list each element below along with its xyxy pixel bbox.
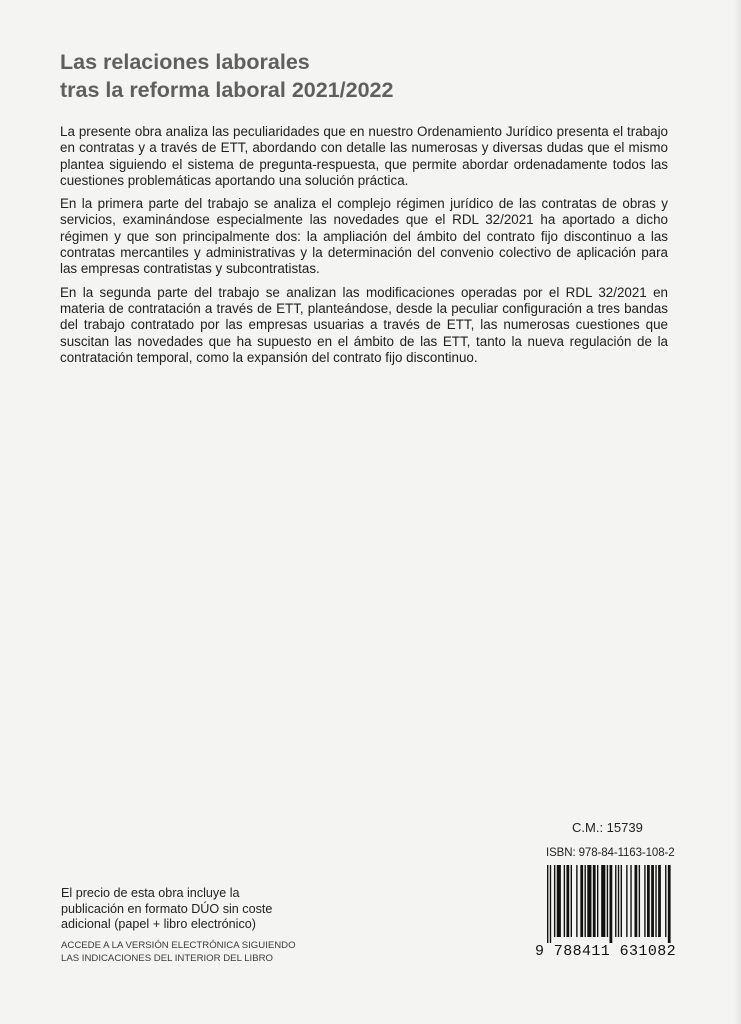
barcode-bar: [626, 865, 627, 937]
barcode-bar: [647, 865, 650, 937]
barcode-bar: [607, 865, 608, 937]
access-line-1: ACCEDE A LA VERSIÓN ELECTRÓNICA SIGUIENDO: [61, 940, 296, 951]
barcode-bar: [587, 865, 591, 937]
barcode-bar: [615, 865, 616, 937]
barcode: [547, 865, 672, 943]
barcode-bar: [658, 865, 661, 937]
barcode-bar: [668, 865, 671, 943]
barcode-bar: [566, 865, 569, 937]
cover-edge: [733, 0, 741, 1024]
barcode-bar: [639, 865, 640, 937]
barcode-bar: [635, 865, 638, 937]
access-line-2: LAS INDICACIONES DEL INTERIOR DEL LIBRO: [61, 953, 273, 964]
barcode-bar: [554, 865, 555, 937]
note-line-3: adicional (papel + libro electrónico): [61, 917, 256, 931]
synopsis-paragraph: En la primera parte del trabajo se analiza el complejo régimen jurídico de las contratas de obras y servicios, examinándose especialmente las novedades que el RDL 32/2021 ha aportado a dicho régimen y que son principalmente dos: la ampliación del ámbito del contrato fijo discontinuo a las contratas mercantiles y administrativas y la determinación del convenio colectivo de aplicación para las empresas contratistas y subcontratistas.: [60, 196, 668, 277]
barcode-bar: [651, 865, 654, 937]
synopsis: [60, 124, 668, 373]
barcode-bar: [580, 865, 583, 937]
book-title: [60, 48, 660, 104]
barcode-bar: [665, 865, 666, 937]
barcode-digits: 9 788411 631082: [535, 943, 677, 960]
barcode-bar: [597, 865, 598, 937]
note-line-1: El precio de esta obra incluye la: [61, 886, 240, 900]
barcode-bar: [644, 865, 645, 937]
barcode-bar: [610, 865, 613, 943]
barcode-bar: [618, 865, 619, 937]
barcode-bar: [564, 865, 565, 937]
barcode-bar: [571, 865, 572, 937]
barcode-bar: [655, 865, 656, 937]
barcode-bar: [593, 865, 596, 937]
barcode-bar: [547, 865, 548, 943]
note-line-2: publicación en formato DÚO sin coste: [61, 901, 273, 916]
duo-format-note: [61, 886, 301, 933]
electronic-access-note: [61, 939, 321, 965]
synopsis-paragraph: La presente obra analiza las peculiaridades que en nuestro Ordenamiento Jurídico presenta el trabajo en contratas y a través de ETT, abordando con detalle las numerosas y diversas dudas que el mismo plantea siguiendo el sistema de pregunta-respuesta, que permite abordar ordenadamente todos las cuestiones problemáticas aportando una solución práctica.: [60, 124, 668, 188]
barcode-bar: [576, 865, 577, 937]
barcode-bar: [585, 865, 586, 937]
barcode-bar: [601, 865, 605, 937]
cm-code: C.M.: 15739: [572, 820, 643, 835]
barcode-bar: [630, 865, 631, 937]
barcode-bar: [621, 865, 622, 937]
title-line-2: tras la reforma laboral 2021/2022: [60, 78, 394, 102]
barcode-bar: [550, 865, 551, 943]
isbn-text: ISBN: 978-84-1163-108-2: [546, 847, 675, 859]
barcode-bar: [557, 865, 561, 937]
title-line-1: Las relaciones laborales: [60, 50, 310, 74]
synopsis-paragraph: En la segunda parte del trabajo se analizan las modificaciones operadas por el RDL 32/2021 en materia de contratación a través de ETT, planteándose, desde la peculiar configuración a tres bandas del trabajo contratado por las empresas usuarias a través de ETT, las numerosas cuestiones que suscitan las novedades que ha supuesto en el ámbito de las ETT, tanto la nueva regulación de la contratación temporal, como la expansión del contrato fijo discontinuo.: [60, 284, 668, 365]
